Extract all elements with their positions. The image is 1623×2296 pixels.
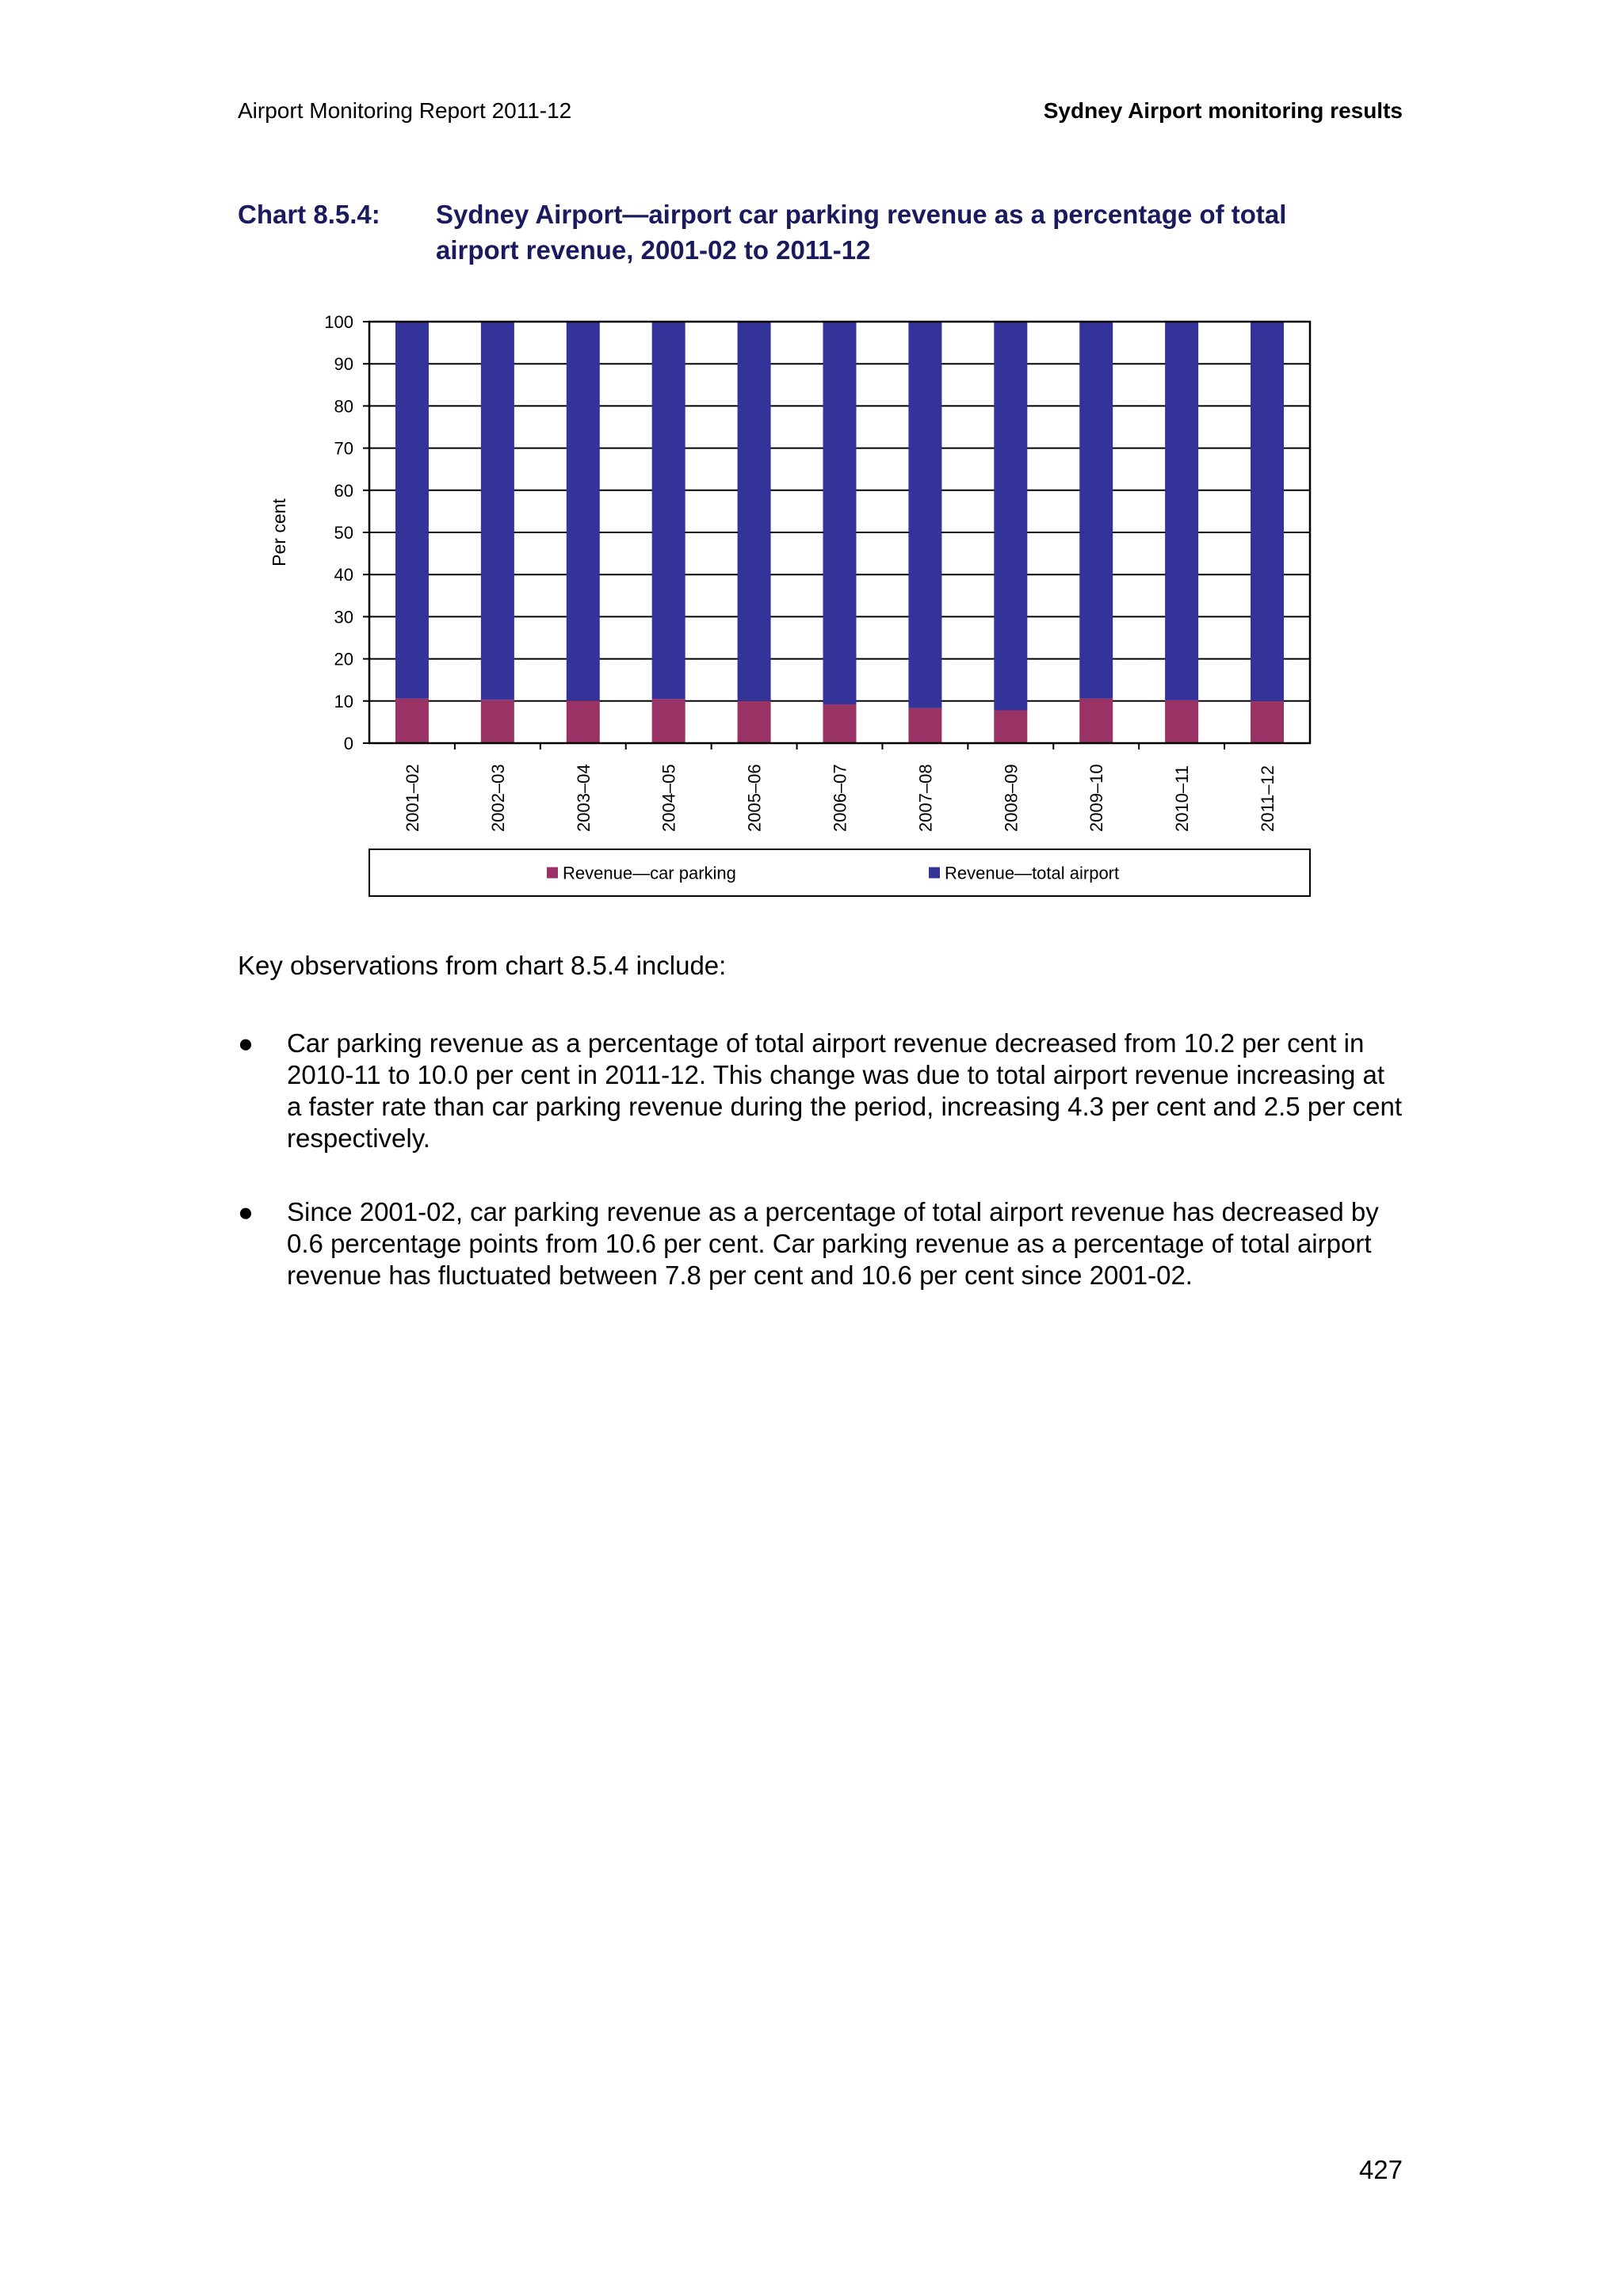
report-title: Airport Monitoring Report 2011-12 bbox=[238, 98, 572, 123]
x-tick-label: 2002–03 bbox=[487, 764, 508, 832]
x-tick-label: 2003–04 bbox=[573, 764, 594, 832]
chart-title: Sydney Airport—airport car parking revenue as a percentage of total airport revenue, 2001-02 to 2011-12 bbox=[436, 200, 1287, 265]
legend-label: Revenue—total airport bbox=[945, 863, 1120, 883]
bar-total-airport bbox=[1079, 322, 1113, 699]
observation-text: Since 2001-02, car parking revenue as a percentage of total airport revenue has decreased by 0.6 percentage points from 10.6 per cent. Car parking revenue as a percentage of total airport revenue has fluctuated between 7.8 per cent and 10.6 per cent since 2001-02. bbox=[287, 1197, 1379, 1290]
y-tick-label: 60 bbox=[334, 480, 353, 501]
legend-label: Revenue—car parking bbox=[563, 863, 736, 883]
bar-car-parking bbox=[823, 704, 857, 743]
y-tick-label: 40 bbox=[334, 565, 353, 585]
legend-swatch bbox=[929, 868, 940, 879]
y-tick-label: 20 bbox=[334, 649, 353, 669]
bar-car-parking bbox=[908, 708, 941, 743]
key-observations-intro: Key observations from chart 8.5.4 include: bbox=[238, 951, 727, 980]
bar-total-airport bbox=[1251, 322, 1284, 701]
bar-total-airport bbox=[567, 322, 600, 700]
x-tick-label: 2008–09 bbox=[1001, 764, 1022, 832]
bar-car-parking bbox=[1251, 701, 1284, 743]
legend-swatch bbox=[547, 868, 558, 879]
bar-total-airport bbox=[1165, 322, 1198, 700]
bar-total-airport bbox=[481, 322, 514, 700]
bar-total-airport bbox=[395, 322, 429, 699]
y-tick-label: 70 bbox=[334, 438, 353, 459]
y-tick-label: 90 bbox=[334, 354, 353, 375]
legend-box bbox=[369, 849, 1310, 896]
x-tick-label: 2006–07 bbox=[830, 764, 850, 832]
x-tick-label: 2004–05 bbox=[659, 764, 679, 832]
y-tick-label: 10 bbox=[334, 691, 353, 711]
stacked-bar-chart bbox=[0, 0, 1623, 919]
bar-car-parking bbox=[481, 700, 514, 743]
x-tick-label: 2010–11 bbox=[1172, 765, 1193, 832]
y-axis-label: Per cent bbox=[269, 498, 289, 566]
bar-total-airport bbox=[994, 322, 1027, 711]
y-tick-label: 80 bbox=[334, 396, 353, 417]
section-title: Sydney Airport monitoring results bbox=[1043, 98, 1403, 123]
bar-car-parking bbox=[652, 699, 685, 743]
bullet-icon: ● bbox=[238, 1197, 254, 1226]
page-number: 427 bbox=[1358, 2155, 1403, 2184]
observation-text: Car parking revenue as a percentage of total airport revenue decreased from 10.2 per cent in 2010-11 to 10.0 per cent in 2011-12. This change was due to total airport revenue increasing at a faster rate than car parking revenue during the period, increasing 4.3 per cent and 2.5 per cent respectively. bbox=[287, 1028, 1403, 1153]
y-tick-label: 0 bbox=[343, 734, 353, 753]
x-tick-label: 2005–06 bbox=[744, 764, 765, 832]
bar-car-parking bbox=[738, 701, 771, 743]
bullet-icon: ● bbox=[238, 1028, 254, 1058]
bar-car-parking bbox=[567, 700, 600, 743]
x-tick-label: 2001–02 bbox=[402, 764, 422, 832]
bar-total-airport bbox=[652, 322, 685, 699]
x-tick-label: 2007–08 bbox=[915, 764, 936, 832]
x-tick-label: 2009–10 bbox=[1086, 764, 1107, 832]
bar-car-parking bbox=[1079, 699, 1113, 743]
bar-car-parking bbox=[994, 711, 1027, 743]
x-tick-label: 2011–12 bbox=[1258, 765, 1278, 832]
bar-car-parking bbox=[395, 699, 429, 743]
bar-total-airport bbox=[823, 322, 857, 704]
y-tick-label: 100 bbox=[324, 312, 353, 332]
bar-total-airport bbox=[738, 322, 771, 701]
y-tick-label: 50 bbox=[334, 523, 353, 543]
chart-number: Chart 8.5.4: bbox=[238, 200, 380, 229]
y-tick-label: 30 bbox=[334, 607, 353, 627]
bar-car-parking bbox=[1165, 700, 1198, 743]
bar-total-airport bbox=[908, 322, 941, 708]
